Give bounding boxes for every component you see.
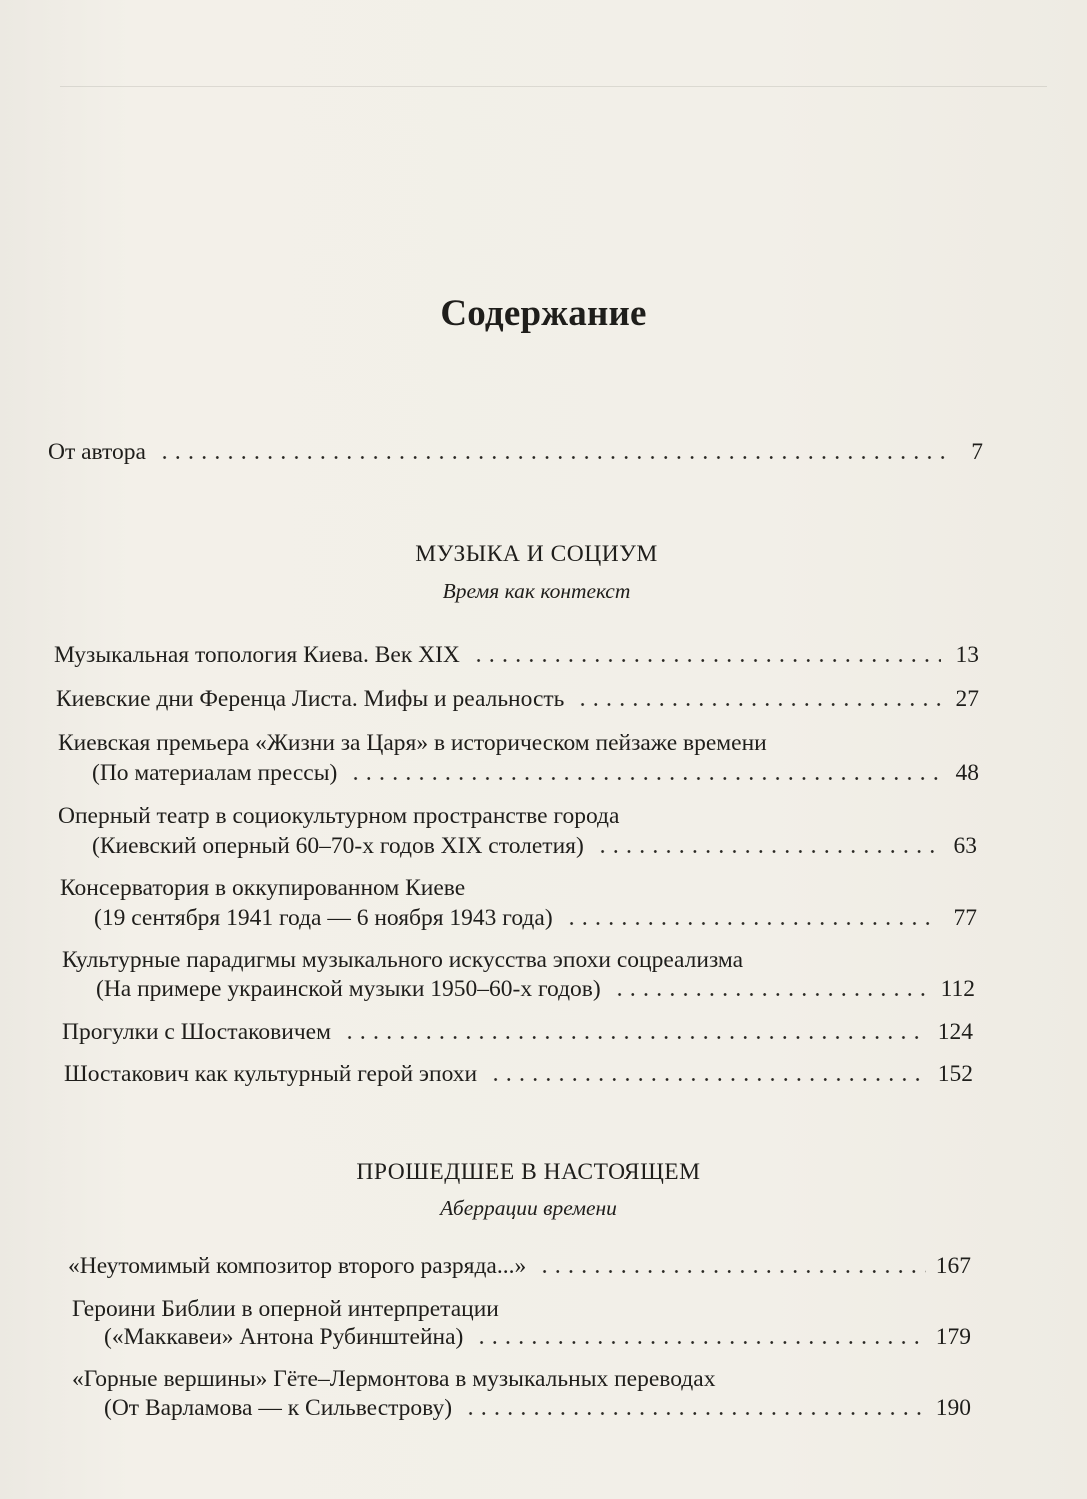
toc-page-number: 152 (937, 1061, 973, 1087)
toc-entry-title-line[interactable]: Оперный театр в социокультурном пространстве города (58, 803, 620, 829)
dot-leader (464, 1411, 926, 1416)
toc-page-number: 7 (971, 439, 983, 465)
toc-entry[interactable] (54, 640, 979, 670)
toc-page-number: 13 (955, 642, 979, 668)
toc-entry[interactable] (104, 1322, 971, 1352)
dot-leader (613, 992, 931, 997)
toc-entry-label: (19 сентября 1941 года — 6 ноября 1943 года) (94, 905, 553, 931)
toc-entry[interactable] (62, 1017, 973, 1047)
bleed-through-rule (60, 86, 1047, 87)
dot-leader (472, 658, 941, 663)
toc-entry[interactable] (96, 974, 975, 1004)
toc-entry[interactable] (104, 1393, 971, 1423)
toc-entry[interactable] (92, 831, 977, 861)
toc-entry-label: («Маккавеи» Антона Рубинштейна) (104, 1324, 464, 1350)
section-title: ПРОШЕДШЕЕ В НАСТОЯЩЕМ (356, 1159, 701, 1185)
dot-leader (538, 1269, 926, 1274)
toc-entry[interactable] (64, 1059, 973, 1089)
toc-entry[interactable] (68, 1251, 971, 1281)
dot-leader (475, 1340, 925, 1345)
toc-entry-label: Музыкальная топология Киева. Век XIX (54, 642, 460, 668)
toc-entry[interactable] (94, 903, 977, 933)
toc-entry[interactable] (56, 684, 979, 714)
dot-leader (576, 702, 941, 707)
section-subtitle: Аберрации времени (440, 1196, 617, 1220)
toc-page-number: 190 (935, 1395, 971, 1421)
page-title: Содержание (440, 293, 647, 334)
toc-entry-label: (На примере украинской музыки 1950–60-х годов) (96, 976, 601, 1002)
dot-leader (565, 921, 939, 926)
toc-page-number: 48 (955, 760, 979, 786)
dot-leader (343, 1035, 928, 1040)
toc-page-number: 77 (953, 905, 977, 931)
toc-entry-label: Шостакович как культурный герой эпохи (64, 1061, 478, 1087)
dot-leader (489, 1077, 928, 1082)
toc-entry-intro[interactable] (48, 437, 983, 467)
toc-entry-title-line[interactable]: «Горные вершины» Гёте–Лермонтова в музыкальных переводах (72, 1366, 716, 1392)
toc-entry-title-line[interactable]: Героини Библии в оперной интерпретации (72, 1296, 499, 1322)
toc-entry-title-line[interactable]: Киевская премьера «Жизни за Царя» в историческом пейзаже времени (58, 730, 767, 756)
toc-entry-label: Киевские дни Ференца Листа. Мифы и реальность (56, 686, 565, 712)
section-title: МУЗЫКА И СОЦИУМ (415, 541, 658, 567)
section-subtitle: Время как контекст (442, 579, 631, 603)
toc-entry-title-line[interactable]: Культурные парадигмы музыкального искусства эпохи соцреализма (62, 947, 744, 973)
toc-entry-label: «Неутомимый композитор второго разряда...» (68, 1253, 527, 1279)
dot-leader (596, 849, 939, 854)
toc-entry[interactable] (92, 758, 979, 788)
toc-page-number: 27 (955, 686, 979, 712)
dot-leader (158, 455, 945, 460)
toc-page-number: 63 (953, 833, 977, 859)
toc-page-number: 179 (935, 1324, 971, 1350)
toc-page-number: 112 (940, 976, 975, 1002)
toc-entry-label: (Киевский оперный 60–70-х годов XIX столетия) (92, 833, 584, 859)
toc-page-number: 124 (937, 1019, 973, 1045)
dot-leader (349, 776, 941, 781)
toc-entry-label: Прогулки с Шостаковичем (62, 1019, 331, 1045)
toc-entry-title-line[interactable]: Консерватория в оккупированном Киеве (60, 875, 466, 901)
toc-page-number: 167 (935, 1253, 971, 1279)
toc-entry-label: (По материалам прессы) (92, 760, 338, 786)
toc-entry-label: От автора (48, 439, 146, 465)
toc-entry-label: (От Варламова — к Сильвестрову) (104, 1395, 453, 1421)
